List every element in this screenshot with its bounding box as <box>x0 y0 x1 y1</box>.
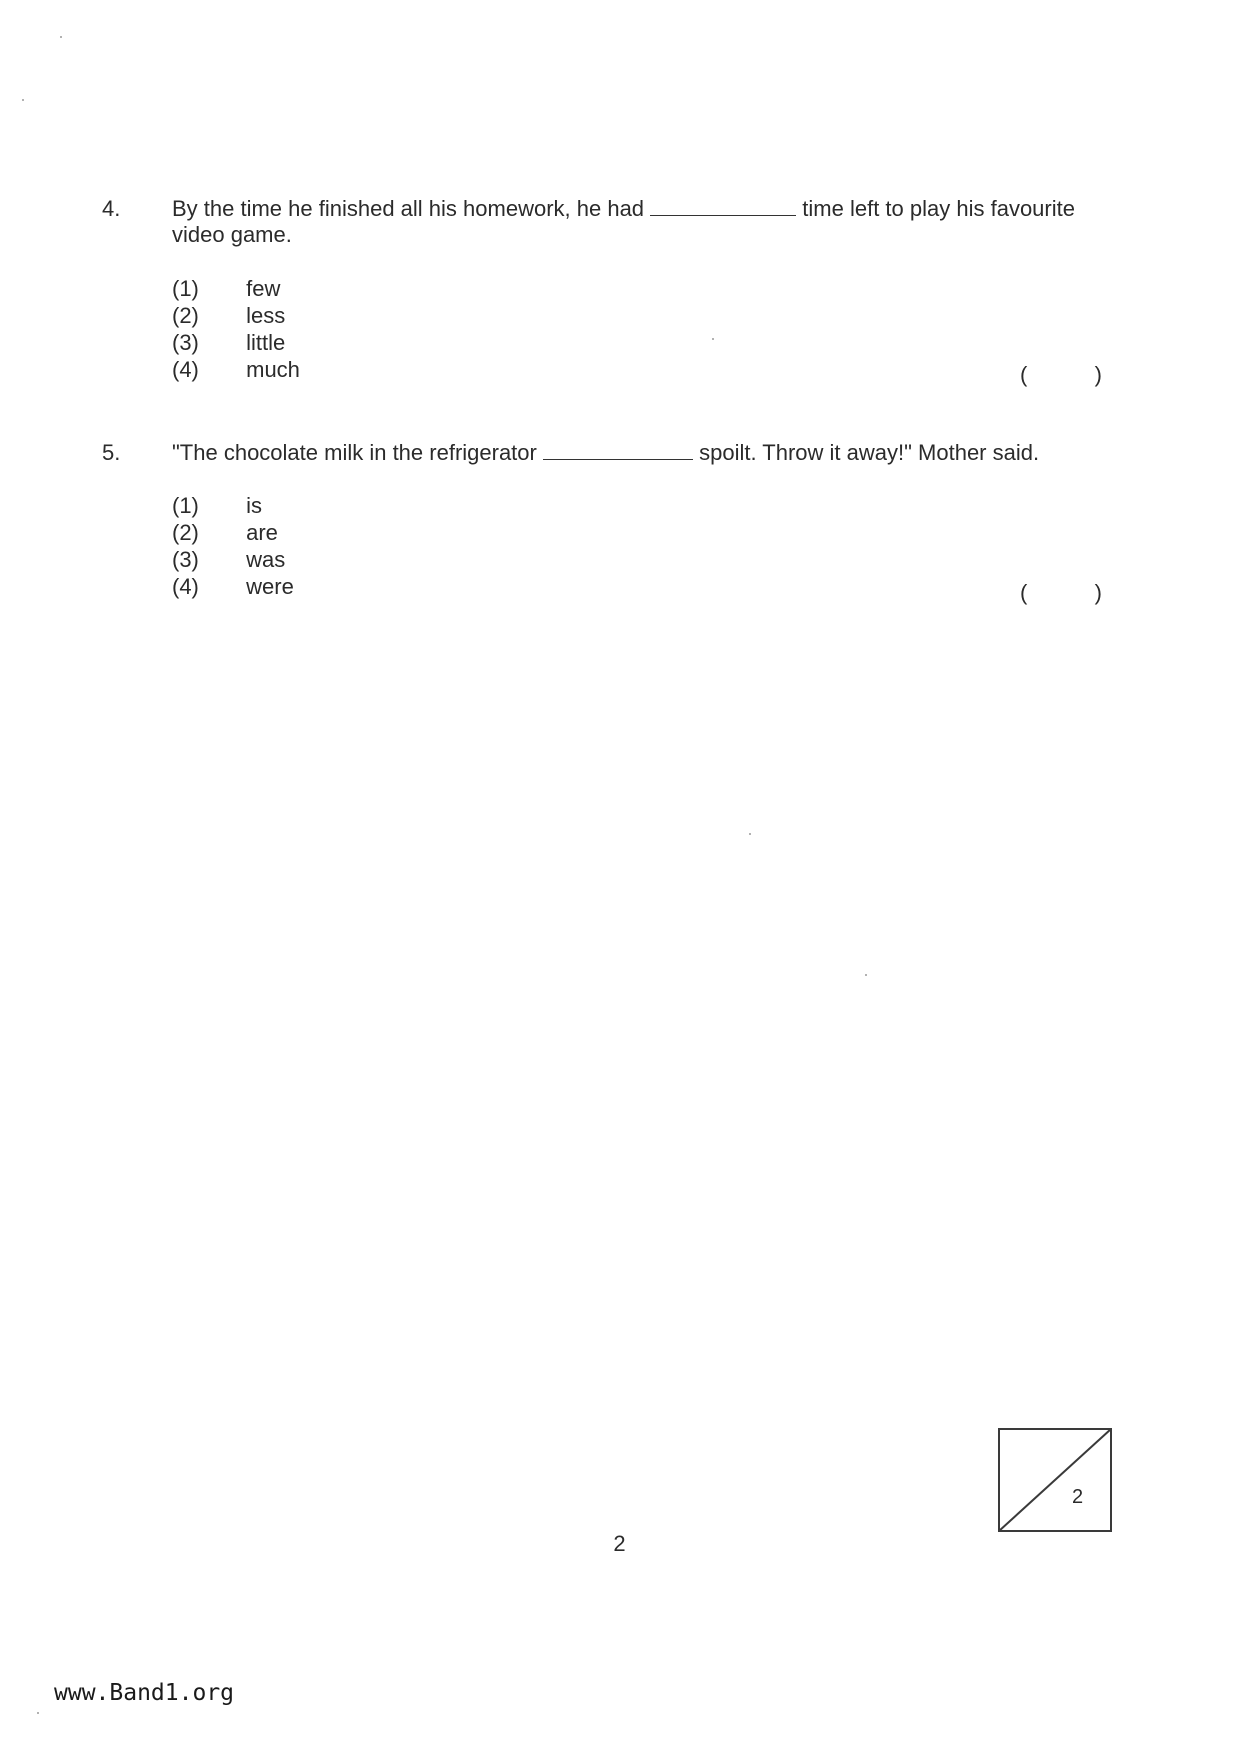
score-box-frame <box>998 1428 1112 1532</box>
option-number: (1) <box>172 276 199 301</box>
bracket-close: ) <box>1094 580 1102 605</box>
question-text-after: spoilt. Throw it away!" Mother said. <box>699 440 1040 465</box>
option-4 <box>172 356 300 383</box>
option-text: were <box>246 574 294 599</box>
watermark: www.Band1.org <box>54 1680 235 1706</box>
scan-speck <box>60 36 62 38</box>
option-number: (1) <box>172 493 199 518</box>
question-text-before: By the time he finished all his homework, he had <box>172 196 645 221</box>
question-number: 5. <box>102 440 121 465</box>
option-3 <box>172 546 285 573</box>
question-text <box>172 440 1112 466</box>
scan-speck <box>749 833 751 835</box>
answer-blank <box>650 197 796 216</box>
option-1 <box>172 492 262 519</box>
option-text: was <box>246 547 286 572</box>
option-text: are <box>246 520 278 545</box>
answer-blank <box>543 441 693 460</box>
answer-bracket[interactable] <box>1020 362 1102 388</box>
bracket-open: ( <box>1020 580 1028 605</box>
scan-speck <box>37 1712 39 1714</box>
question-text-before: "The chocolate milk in the refrigerator <box>172 440 537 465</box>
option-number: (3) <box>172 547 199 572</box>
option-text: is <box>246 493 263 518</box>
scan-speck <box>712 338 714 340</box>
question-text <box>172 196 1112 248</box>
score-value: 2 <box>1072 1486 1084 1508</box>
scan-speck <box>22 99 24 101</box>
option-number: (2) <box>172 520 199 545</box>
bracket-open: ( <box>1020 362 1028 387</box>
scan-speck <box>865 974 867 976</box>
option-text: less <box>246 303 286 328</box>
score-box <box>998 1428 1112 1532</box>
option-3 <box>172 329 285 356</box>
option-2 <box>172 302 285 329</box>
option-number: (4) <box>172 574 199 599</box>
option-number: (2) <box>172 303 199 328</box>
question-text-after: time left to play his favourite video game. <box>172 196 1075 247</box>
option-number: (4) <box>172 357 199 382</box>
bracket-close: ) <box>1094 362 1102 387</box>
option-number: (3) <box>172 330 199 355</box>
question-number: 4. <box>102 196 121 221</box>
option-4 <box>172 573 294 600</box>
option-text: much <box>246 357 300 382</box>
option-text: little <box>246 330 286 355</box>
option-text: few <box>246 276 281 301</box>
option-2 <box>172 519 278 546</box>
answer-bracket[interactable] <box>1020 580 1102 606</box>
option-1 <box>172 275 280 302</box>
page-number: 2 <box>613 1531 626 1556</box>
